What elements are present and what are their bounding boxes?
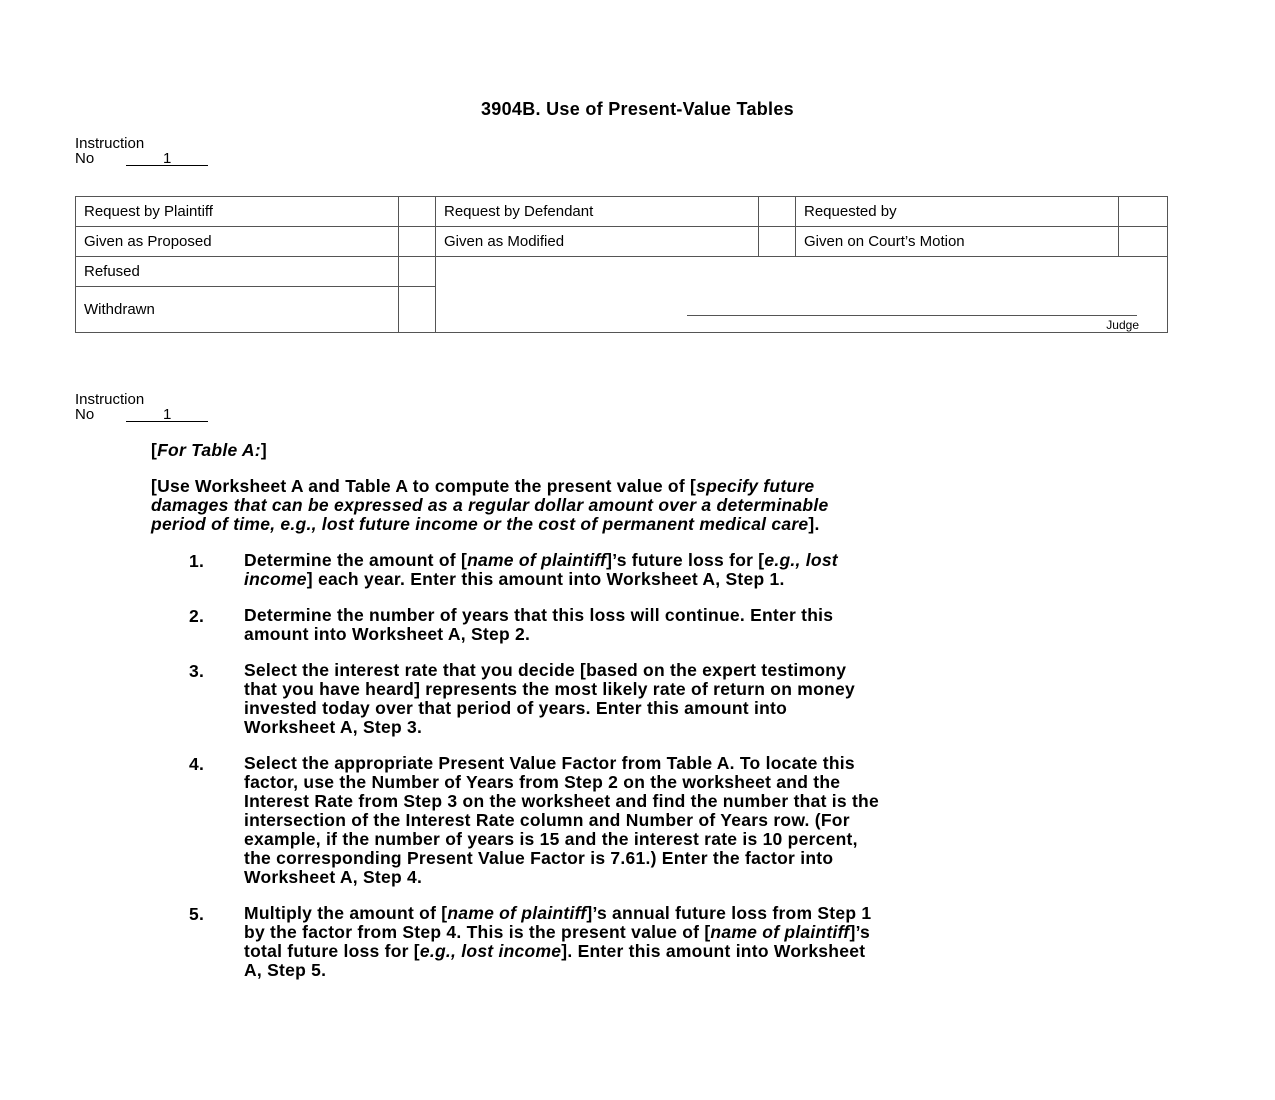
list-item	[151, 661, 1151, 737]
text: ]’s	[849, 922, 871, 942]
list-item	[151, 606, 1151, 644]
text: total future loss for [	[244, 941, 420, 961]
paragraph	[151, 441, 1151, 460]
text: ]	[260, 440, 267, 460]
text: A, Step 5.	[244, 960, 327, 980]
withdrawn-checkbox[interactable]	[399, 287, 436, 333]
list-item-number: 2.	[189, 606, 205, 626]
text: ].	[808, 514, 820, 534]
text: [Use Worksheet A and Table A to compute the present value of [	[151, 476, 697, 496]
text: [	[151, 440, 158, 460]
text-line	[244, 754, 1151, 773]
text-line	[244, 661, 1151, 680]
page-title: 3904B. Use of Present-Value Tables	[480, 99, 794, 119]
text-line	[244, 849, 1151, 868]
text-line	[151, 477, 1151, 496]
text-line	[244, 904, 1151, 923]
text: ]. Enter this amount into Worksheet	[561, 941, 866, 961]
text: the corresponding Present Value Factor is 7.61.) Enter the factor into	[244, 848, 834, 868]
list-item-number: 5.	[189, 904, 205, 924]
text: Interest Rate from Step 3 on the worksheet and find the number that is the	[244, 791, 879, 811]
refused-label: Refused	[76, 257, 399, 287]
text-line	[244, 606, 1151, 625]
judge-label: Judge	[1106, 318, 1139, 332]
text-line	[244, 811, 1151, 830]
text-line	[244, 830, 1151, 849]
text-line	[244, 961, 1151, 980]
no-label: No	[75, 150, 95, 167]
text-line	[244, 570, 1151, 589]
text-line	[244, 625, 1151, 644]
request-by-plaintiff-label: Request by Plaintiff	[76, 197, 399, 227]
text-line	[151, 496, 1151, 515]
given-on-courts-motion-label: Given on Court’s Motion	[796, 227, 1119, 257]
italic-text: income	[244, 569, 307, 589]
text: invested today over that period of years. Enter this amount into	[244, 698, 788, 718]
text: Determine the amount of [	[244, 550, 468, 570]
italic-text: e.g., lost income	[419, 941, 562, 961]
text-line	[244, 773, 1151, 792]
text-line	[244, 792, 1151, 811]
instruction-label: Instruction	[75, 135, 145, 152]
text: amount into Worksheet A, Step 2.	[244, 624, 531, 644]
list-item	[151, 904, 1151, 980]
text: ]’s future loss for [	[606, 550, 765, 570]
italic-text: specify future	[696, 476, 815, 496]
judge-signature-line[interactable]	[687, 315, 1137, 316]
withdrawn-label: Withdrawn	[76, 287, 399, 333]
text-line	[244, 868, 1151, 887]
italic-text: name of plaintiff	[467, 550, 607, 570]
italic-text: damages that can be expressed as a regular dollar amount over a determinable	[151, 495, 829, 515]
text: ] each year. Enter this amount into Worksheet A, Step 1.	[306, 569, 785, 589]
italic-text: e.g., lost	[764, 550, 838, 570]
text: example, if the number of years is 15 and the interest rate is 10 percent,	[244, 829, 858, 849]
instruction-number: 1	[126, 408, 208, 422]
text-line	[151, 515, 1151, 534]
text: Select the interest rate that you decide [based on the expert testimony	[244, 660, 847, 680]
request-by-plaintiff-checkbox[interactable]	[399, 197, 436, 227]
list-item	[151, 551, 1151, 589]
text-line	[244, 680, 1151, 699]
text: factor, use the Number of Years from Step 2 on the worksheet and the	[244, 772, 841, 792]
italic-text: For Table A:	[157, 440, 261, 460]
given-on-courts-motion-checkbox[interactable]	[1119, 227, 1168, 257]
no-label: No	[75, 406, 95, 423]
italic-text: name of plaintiff	[447, 903, 587, 923]
request-by-defendant-label: Request by Defendant	[436, 197, 759, 227]
text: Worksheet A, Step 3.	[244, 717, 423, 737]
text: that you have heard] represents the most likely rate of return on money	[244, 679, 855, 699]
given-as-modified-label: Given as Modified	[436, 227, 759, 257]
instruction-label: Instruction	[75, 391, 145, 408]
italic-text: name of plaintiff	[710, 922, 850, 942]
text-line	[244, 551, 1151, 570]
given-as-modified-checkbox[interactable]	[759, 227, 796, 257]
text: Worksheet A, Step 4.	[244, 867, 423, 887]
list-item-number: 4.	[189, 754, 205, 774]
judge-signature-area	[436, 257, 1168, 333]
text: intersection of the Interest Rate column and Number of Years row. (For	[244, 810, 850, 830]
requested-by-label: Requested by	[796, 197, 1119, 227]
instruction-status-form	[75, 196, 1168, 333]
instruction-number: 1	[126, 152, 208, 166]
given-as-proposed-label: Given as Proposed	[76, 227, 399, 257]
italic-text: period of time, e.g., lost future income or the cost of permanent medical care	[151, 514, 809, 534]
paragraph	[151, 477, 1151, 534]
list-item	[151, 754, 1151, 887]
refused-checkbox[interactable]	[399, 257, 436, 287]
instruction-number-block-2	[75, 392, 208, 422]
text: Determine the number of years that this loss will continue. Enter this	[244, 605, 834, 625]
given-as-proposed-checkbox[interactable]	[399, 227, 436, 257]
instruction-body	[151, 441, 1151, 997]
text-line	[244, 923, 1151, 942]
list-item-number: 1.	[189, 551, 205, 571]
text-line	[151, 441, 1151, 460]
text-line	[244, 718, 1151, 737]
text: ]’s annual future loss from Step 1	[586, 903, 872, 923]
text: Select the appropriate Present Value Factor from Table A. To locate this	[244, 753, 855, 773]
list-item-number: 3.	[189, 661, 205, 681]
requested-by-checkbox[interactable]	[1119, 197, 1168, 227]
text-line	[244, 699, 1151, 718]
text: Multiply the amount of [	[244, 903, 448, 923]
text-line	[244, 942, 1151, 961]
text: by the factor from Step 4. This is the present value of [	[244, 922, 711, 942]
instruction-number-block	[75, 136, 208, 166]
request-by-defendant-checkbox[interactable]	[759, 197, 796, 227]
